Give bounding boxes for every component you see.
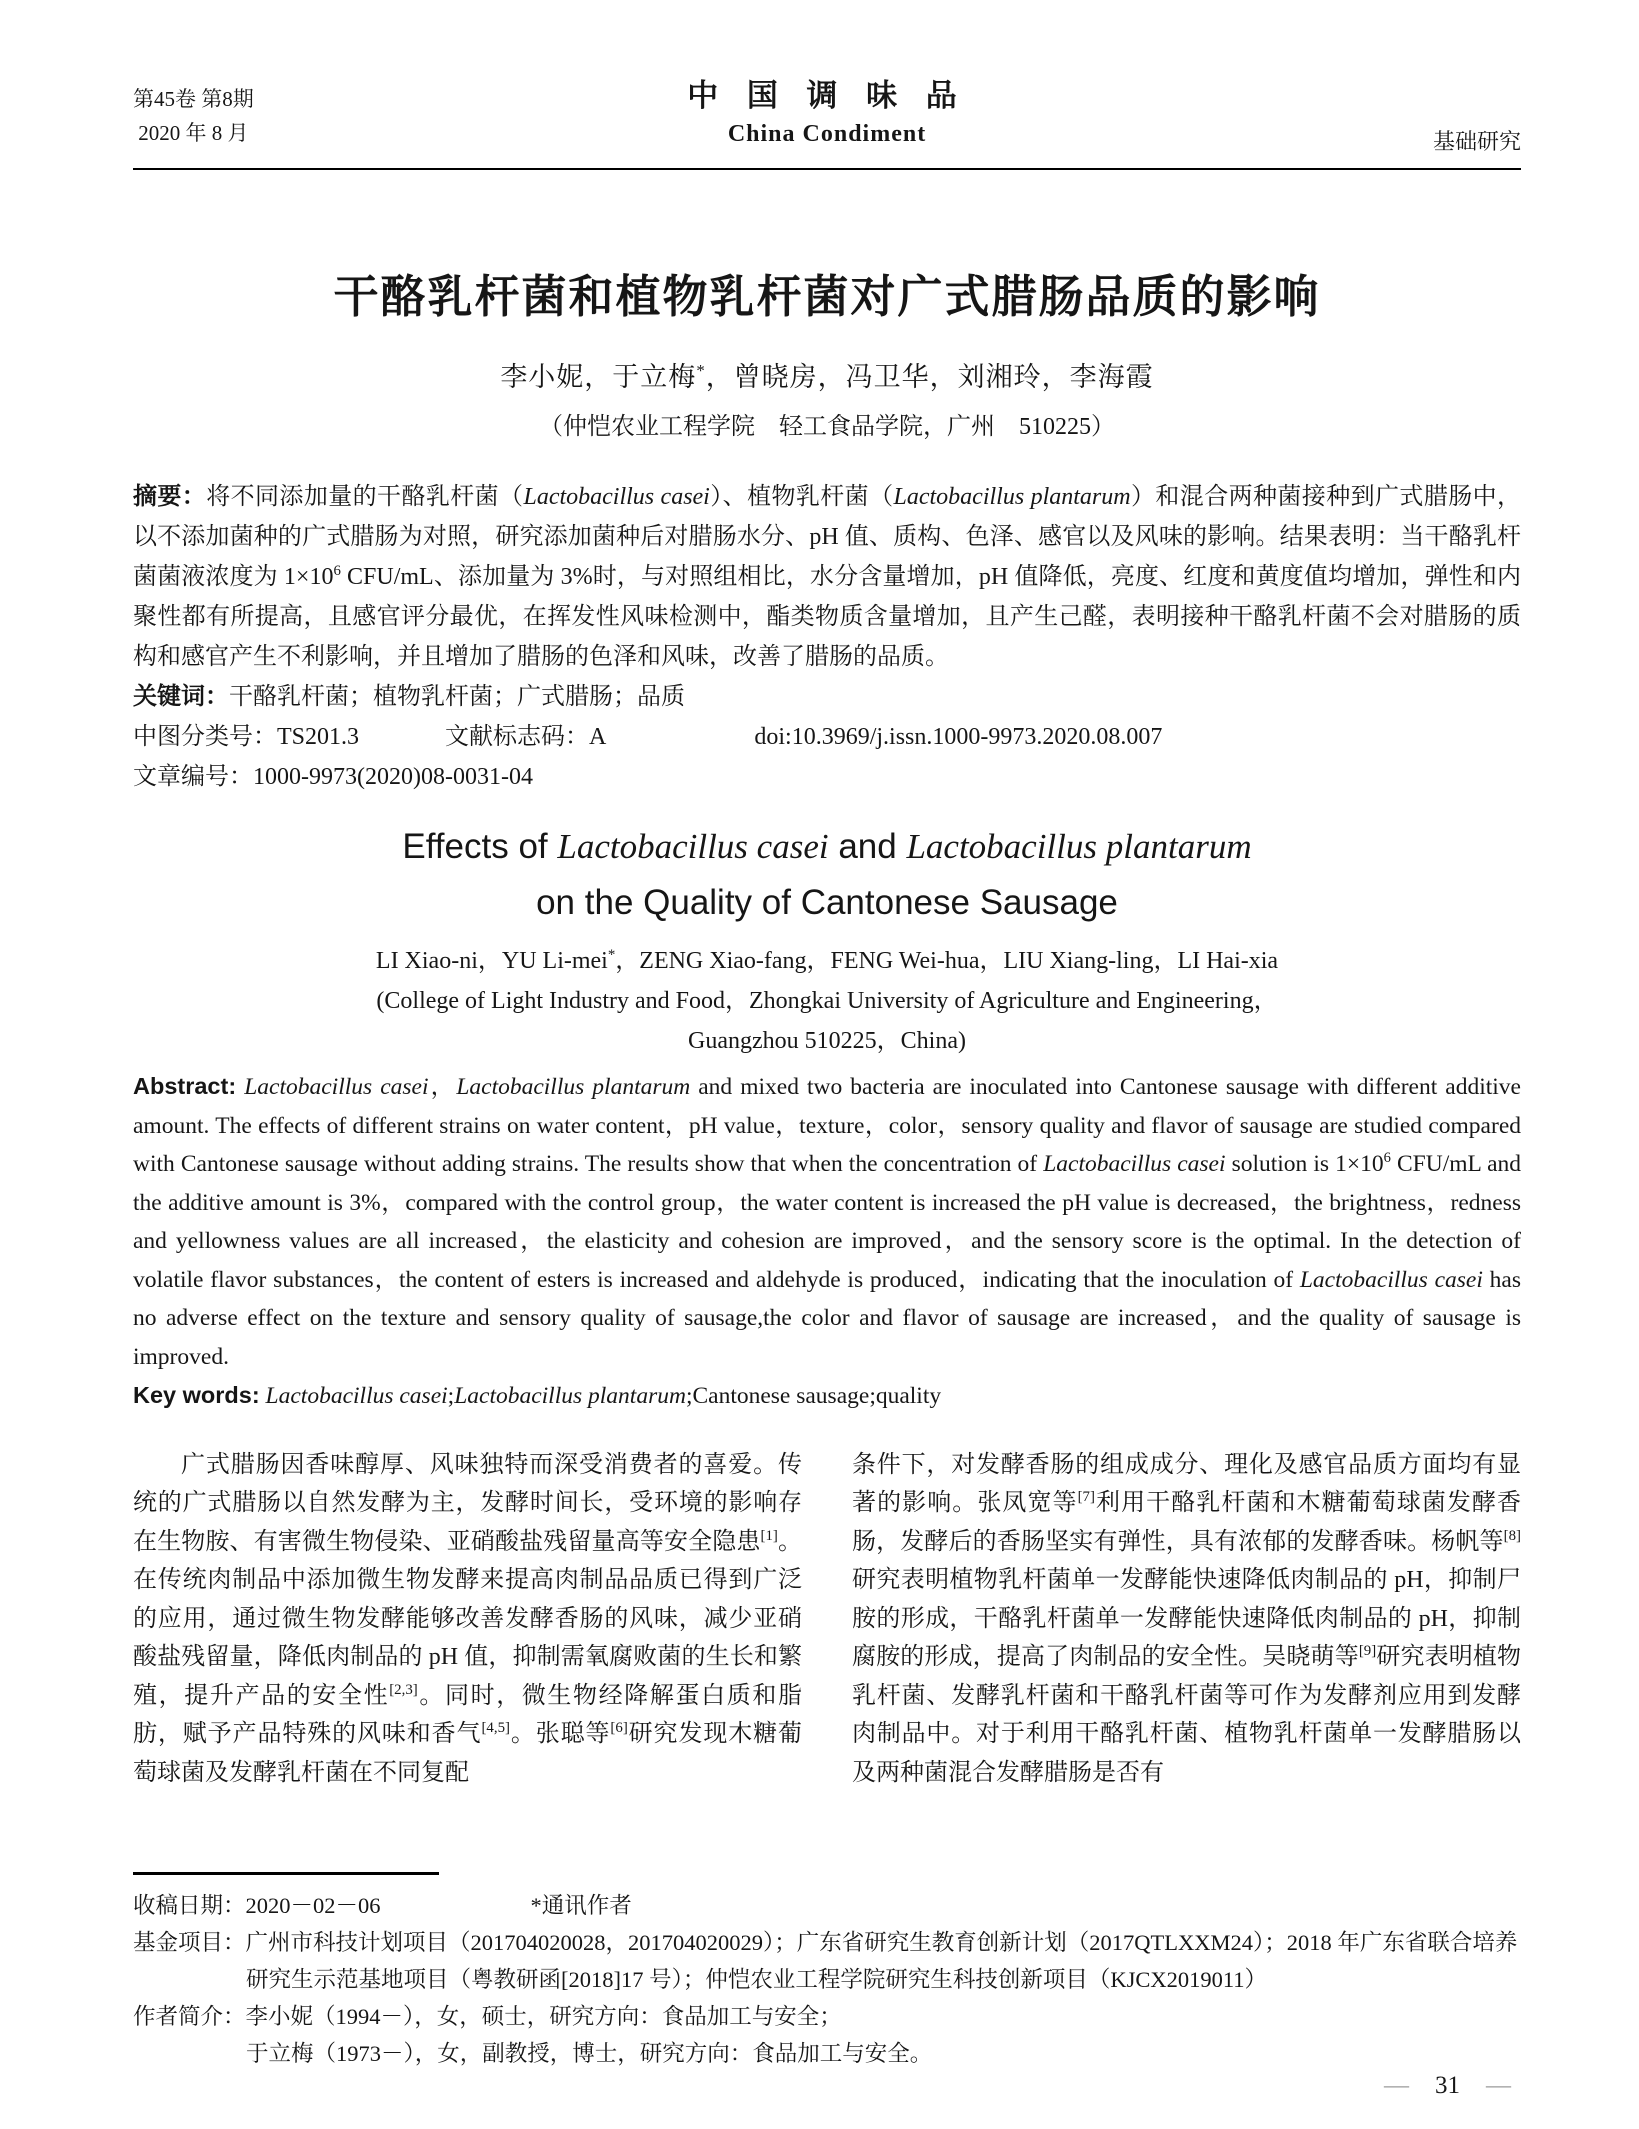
volume-issue: 第45卷 第8期 — [133, 87, 254, 111]
footnote-area — [133, 1872, 1521, 2072]
body-column-left: 广式腊肠因香味醇厚、风味独特而深受消费者的喜爱。传统的广式腊肠以自然发酵为主，发酵时间长，受环境的影响存在生物胺、有害微生物侵染、亚硝酸盐残留量高等安全隐患[1]。在传统肉制品中添加微生物发酵来提高肉制品品质已得到广泛的应用，通过微生物发酵能够改善发酵香肠的风味，减少亚硝酸盐残留量，降低肉制品的 pH 值，抑制需氧腐败菌的生长和繁殖，提升产品的安全性[2,3]。同时，微生物经降解蛋白质和脂肪，赋予产品特殊的风味和香气[4,5]。张聪等[6]研究发现木糖葡萄球菌及发酵乳杆菌在不同复配 — [133, 1451, 803, 1786]
page-number-value: 31 — [1435, 2072, 1460, 2099]
body-column-right: 条件下，对发酵香肠的组成成分、理化及感官品质方面均有显著的影响。张凤宽等[7]利用干酪乳杆菌和木糖葡萄球菌发酵香肠，发酵后的香肠坚实有弹性，具有浓郁的发酵香味。杨帆等[8]研究表明植物乳杆菌单一发酵能快速降低肉制品的 pH，抑制尸胺的形成，干酪乳杆菌单一发酵能快速降低肉制品的 pH，抑制腐胺的形成，提高了肉制品的安全性。吴晓萌等[9]研究表明植物乳杆菌、发酵乳杆菌和干酪乳杆菌等可作为发酵剂应用到发酵肉制品中。对于利用干酪乳杆菌、植物乳杆菌单一发酵腊肠以及两种菌混合发酵腊肠是否有 — [852, 1451, 1522, 1786]
keywords-text-cn: 干酪乳杆菌；植物乳杆菌；广式腊肠；品质 — [229, 684, 685, 710]
received-date: 收稿日期：2020－02－06 — [133, 1893, 381, 1918]
keywords-cn — [133, 677, 1521, 717]
abstract-label-en: Abstract: — [133, 1073, 237, 1099]
doc-code-item: 文献标志码：A — [445, 724, 607, 750]
article-title-en — [133, 819, 1521, 931]
keywords-label-cn: 关键词： — [133, 683, 229, 710]
article-title-en-line1: Effects of Lactobacillus casei and Lactobacillus plantarum — [402, 827, 1252, 866]
header-divider — [133, 168, 1521, 170]
journal-name-cn: 中 国 调 味 品 — [687, 78, 967, 113]
authors-en: LI Xiao-ni，YU Li-mei*，ZENG Xiao-fang，FENG Wei-hua，LIU Xiang-ling，LI Hai-xia — [375, 947, 1279, 974]
keywords-text-en: Lactobacillus casei;Lactobacillus plantarum;Cantonese sausage;quality — [265, 1383, 942, 1409]
header-issue-block — [133, 82, 254, 150]
affiliation-en-line2: Guangzhou 510225，China) — [688, 1028, 966, 1054]
keywords-label-en: Key words: — [133, 1382, 260, 1408]
affiliation-cn: （仲恺农业工程学院 轻工食品学院，广州 510225） — [539, 414, 1115, 440]
page-number — [1384, 2072, 1511, 2100]
article-id-value: 1000-9973(2020)08-0031-04 — [253, 764, 533, 790]
body-columns — [133, 1446, 1521, 1793]
column-label: 基础研究 — [1432, 129, 1521, 154]
journal-title-block — [133, 70, 1521, 148]
clc-item: 中图分类号：TS201.3 — [133, 724, 360, 750]
page-number-dash-left: — — [1384, 2072, 1409, 2099]
journal-name-en: China Condiment — [727, 121, 927, 147]
page-number-dash-right: — — [1486, 2072, 1511, 2099]
corresponding-author-note: *通讯作者 — [530, 1893, 632, 1918]
authors-cn: 李小妮，于立梅*，曾晓房，冯卫华，刘湘玲，李海霞 — [500, 361, 1154, 392]
classification-line — [133, 717, 1521, 757]
abstract-text-cn: 将不同添加量的干酪乳杆菌（Lactobacillus casei）、植物乳杆菌（Lactobacillus plantarum）和混合两种菌接种到广式腊肠中，以不添加菌种的广式腊肠为对照，研究添加菌种后对腊肠水分、pH 值、质构、色泽、感官以及风味的影响。结果表明：当干酪乳杆菌菌液浓度为 $1\times 10^6$ CFU/mL、添加量为 3%时，与对照组相比，水分含量增加，pH 值降低，亮度、红度和黄度值均增加，弹性和内聚性都有所提高，且感官评分最优，在挥发性风味检测中，酯类物质含量增加，且产生己醛，表明接种干酪乳杆菌不会对腊肠的质构和感官产生不利影响，并且增加了腊肠的色泽和风味，改善了腊肠的品质。 — [133, 484, 1522, 670]
abstract-label-cn: 摘要： — [133, 483, 207, 510]
doi: doi:10.3969/j.issn.1000-9973.2020.08.007 — [754, 724, 1163, 750]
abstract-text-en: Lactobacillus casei，Lactobacillus plantarum and mixed two bacteria are inoculated into Cantonese sausage with different additive amount. The effects of different strains on water content，pH value，texture，color，sensory quality and flavor of sausage are studied compared with Cantonese sausage without adding strains. The results show that when the concentration of Lactobacillus casei solution is $1\times 10^6$ CFU/mL and the additive amount is 3%，compared with the control group，the water content is increased the pH value is decreased，the brightness，redness and yellowness values are all increased，the elasticity and cohesion are improved，and the sensory score is the optimal. In the detection of volatile flavor substances，the content of esters is increased and aldehyde is produced，indicating that the inoculation of Lactobacillus casei has no adverse effect on the texture and sensory quality of sausage,the color and flavor of sausage are increased，and the quality of sausage is improved. — [133, 1074, 1522, 1370]
footnote-text — [133, 1887, 1521, 2072]
article-title-en-line2: on the Quality of Cantonese Sausage — [536, 883, 1118, 922]
article-title-cn: 干酪乳杆菌和植物乳杆菌对广式腊肠品质的影响 — [333, 271, 1321, 322]
received-line — [133, 1887, 1521, 1924]
abstract-en — [133, 1067, 1521, 1376]
footnote-divider — [133, 1872, 439, 1875]
fund-line: 基金项目：广州市科技计划项目（201704020028，201704020029）；广东省研究生教育创新计划（2017QTLXXM24）；2018 年广东省联合培养研究生示范基地项目（粤教研函[2018]17 号）；仲恺农业工程学院研究生科技创新项目（KJCX2019011） — [133, 1930, 1518, 1992]
affiliation-en-line1: (College of Light Industry and Food，Zhongkai University of Agriculture and Engineering， — [376, 988, 1278, 1014]
article-id-label: 文章编号： — [133, 764, 253, 790]
journal-header — [133, 0, 1521, 162]
article-id-line — [133, 757, 1521, 797]
keywords-en — [133, 1376, 1521, 1416]
author-bio-line: 作者简介：李小妮（1994－），女，硕士，研究方向：食品加工与安全； 于立梅（1973－），女，副教授，博士，研究方向：食品加工与安全。 — [133, 2004, 933, 2066]
issue-date: 2020 年 8 月 — [138, 121, 249, 145]
abstract-cn — [133, 477, 1521, 677]
